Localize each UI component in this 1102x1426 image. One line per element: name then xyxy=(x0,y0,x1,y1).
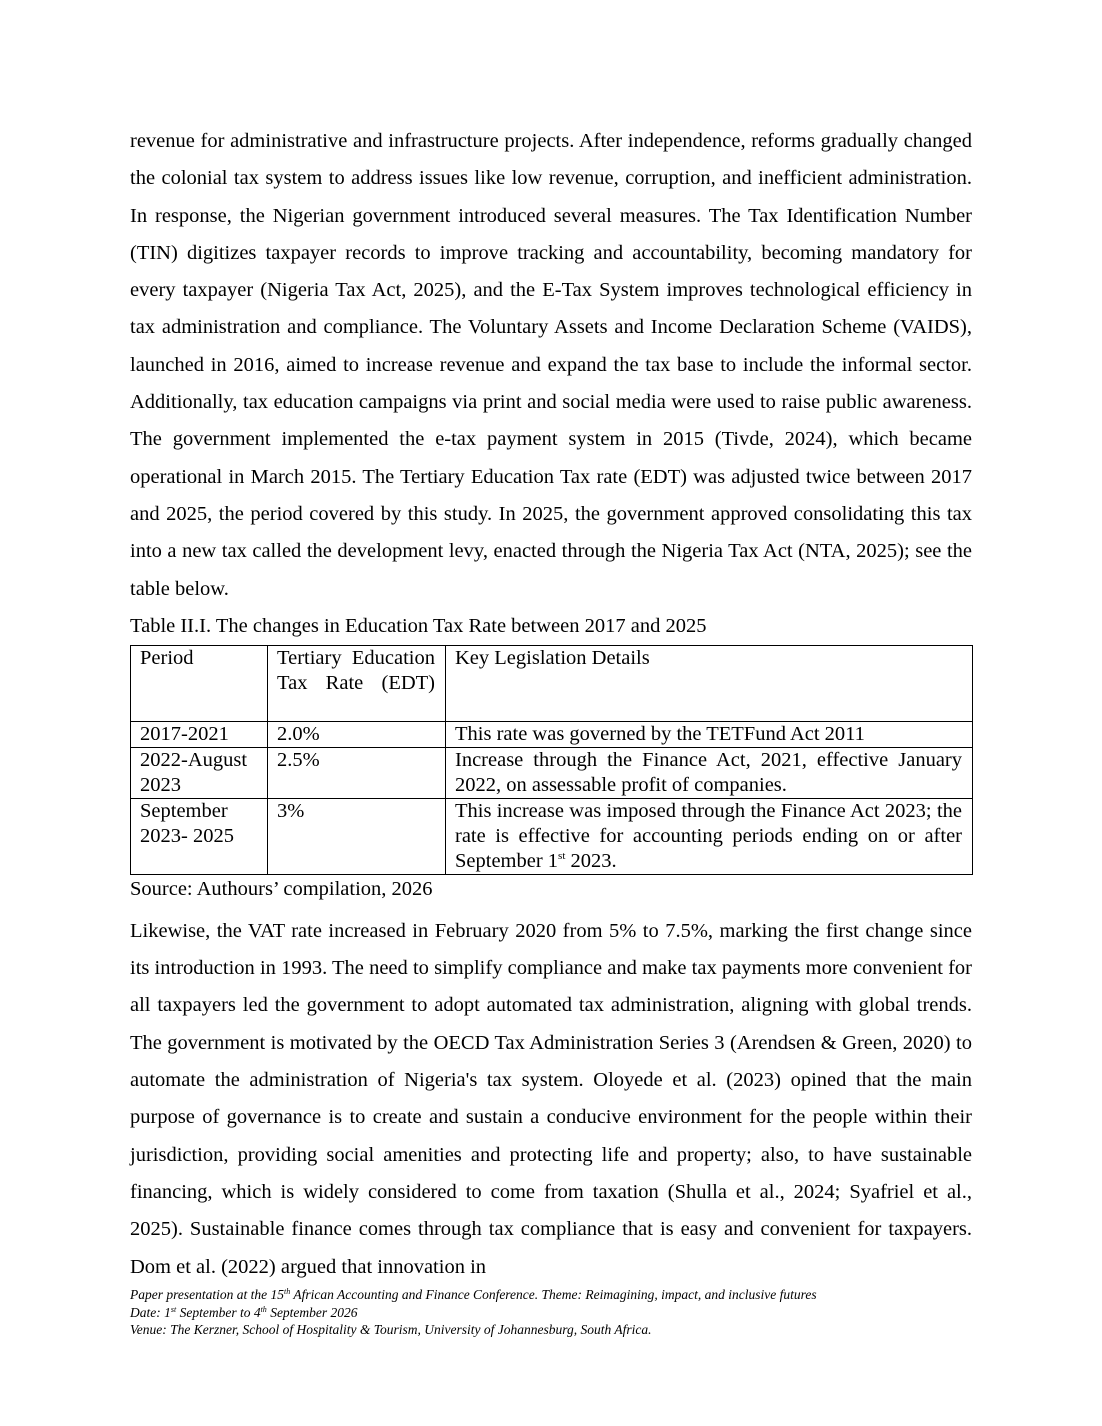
row-2-details: Increase through the Finance Act, 2021, effective January 2022, on assessable profit of companies. xyxy=(446,747,973,798)
footer-line-1-a: Paper presentation at the 15 xyxy=(130,1287,284,1302)
header-edt xyxy=(268,645,446,721)
footer-line-1 xyxy=(130,1286,972,1304)
row-1-details: This rate was governed by the TETFund Act 2011 xyxy=(446,721,973,747)
header-legislation: Key Legislation Details xyxy=(446,645,973,721)
table-header-row xyxy=(131,645,973,721)
footer-line-2-sup-1: st xyxy=(170,1304,177,1314)
page-footer xyxy=(130,1286,972,1339)
row-3-details xyxy=(446,798,973,874)
row-1-period: 2017-2021 xyxy=(131,721,268,747)
body-paragraph-2: Likewise, the VAT rate increased in February 2020 from 5% to 7.5%, marking the first change since its introduction in 1993. The need to simplify compliance and make tax payments more convenient for all taxpayers led the government to adopt automated tax administration, aligning with global trends. The government is motivated by the OECD Tax Administration Series 3 (Arendsen & Green, 2020) to automate the administration of Nigeria's tax system. Oloyede et al. (2023) opined that the main purpose of governance is to create and sustain a conducive environment for the people within their jurisdiction, providing social amenities and protecting life and property; also, to have sustainable financing, which is widely considered to come from taxation (Shulla et al., 2024; Syafriel et al., 2025). Sustainable finance comes through tax compliance that is easy and convenient for taxpayers. Dom et al. (2022) argued that innovation in xyxy=(130,919,972,1278)
footer-line-1-sup: th xyxy=(283,1287,291,1296)
header-edt-text: Tertiary Education Tax Rate (EDT) xyxy=(277,646,435,694)
footer-line-1-b: African Accounting and Finance Conference. Theme: Reimagining, impact, and inclusive futures xyxy=(290,1287,817,1302)
row-3-details-tail: 2023. xyxy=(565,849,617,872)
footer-line-2-sup-2: th xyxy=(260,1304,267,1314)
table-row xyxy=(131,721,973,747)
footer-line-3: Venue: The Kerzner, School of Hospitality & Tourism, University of Johannesburg, South Africa. xyxy=(130,1322,652,1337)
body-paragraph-1: revenue for administrative and infrastructure projects. After independence, reforms gradually changed the colonial tax system to address issues like low revenue, corruption, and inefficient administration. In response, the Nigerian government introduced several measures. The Tax Identification Number (TIN) digitizes taxpayer records to improve tracking and accountability, becoming mandatory for every taxpayer (Nigeria Tax Act, 2025), and the E-Tax System improves technological efficiency in tax administration and compliance. The Voluntary Assets and Income Declaration Scheme (VAIDS), launched in 2016, aimed to increase revenue and expand the tax base to include the informal sector. Additionally, tax education campaigns via print and social media were used to raise public awareness. The government implemented the e-tax payment system in 2015 (Tivde, 2024), which became operational in March 2015. The Tertiary Education Tax rate (EDT) was adjusted twice between 2017 and 2025, the period covered by this study. In 2025, the government approved consolidating this tax into a new tax called the development levy, enacted through the Nigeria Tax Act (NTA, 2025); see the table below. xyxy=(130,130,972,600)
footer-line-2-a: Date: 1 xyxy=(130,1304,171,1320)
table-caption: Table II.I. The changes in Education Tax Rate between 2017 and 2025 xyxy=(130,614,707,637)
page-content xyxy=(130,123,972,1286)
table-row xyxy=(131,747,973,798)
row-3-rate: 3% xyxy=(268,798,446,874)
row-2-period: 2022-August 2023 xyxy=(131,747,268,798)
row-3-details-sup: st xyxy=(558,849,566,862)
footer-line-2-b: September to 4 xyxy=(176,1304,261,1320)
table-row xyxy=(131,798,973,874)
table-source: Source: Authours’ compilation, 2026 xyxy=(130,877,433,900)
row-2-rate: 2.5% xyxy=(268,747,446,798)
footer-line-2-c: September 2026 xyxy=(266,1304,358,1320)
row-1-rate: 2.0% xyxy=(268,721,446,747)
row-3-details-text: This increase was imposed through the Finance Act 2023; the rate is effective for accounting periods ending on or after September 1 xyxy=(455,799,962,872)
header-period: Period xyxy=(131,645,268,721)
education-tax-table xyxy=(130,645,973,875)
row-3-period: September 2023- 2025 xyxy=(131,798,268,874)
footer-line-2 xyxy=(130,1304,972,1322)
